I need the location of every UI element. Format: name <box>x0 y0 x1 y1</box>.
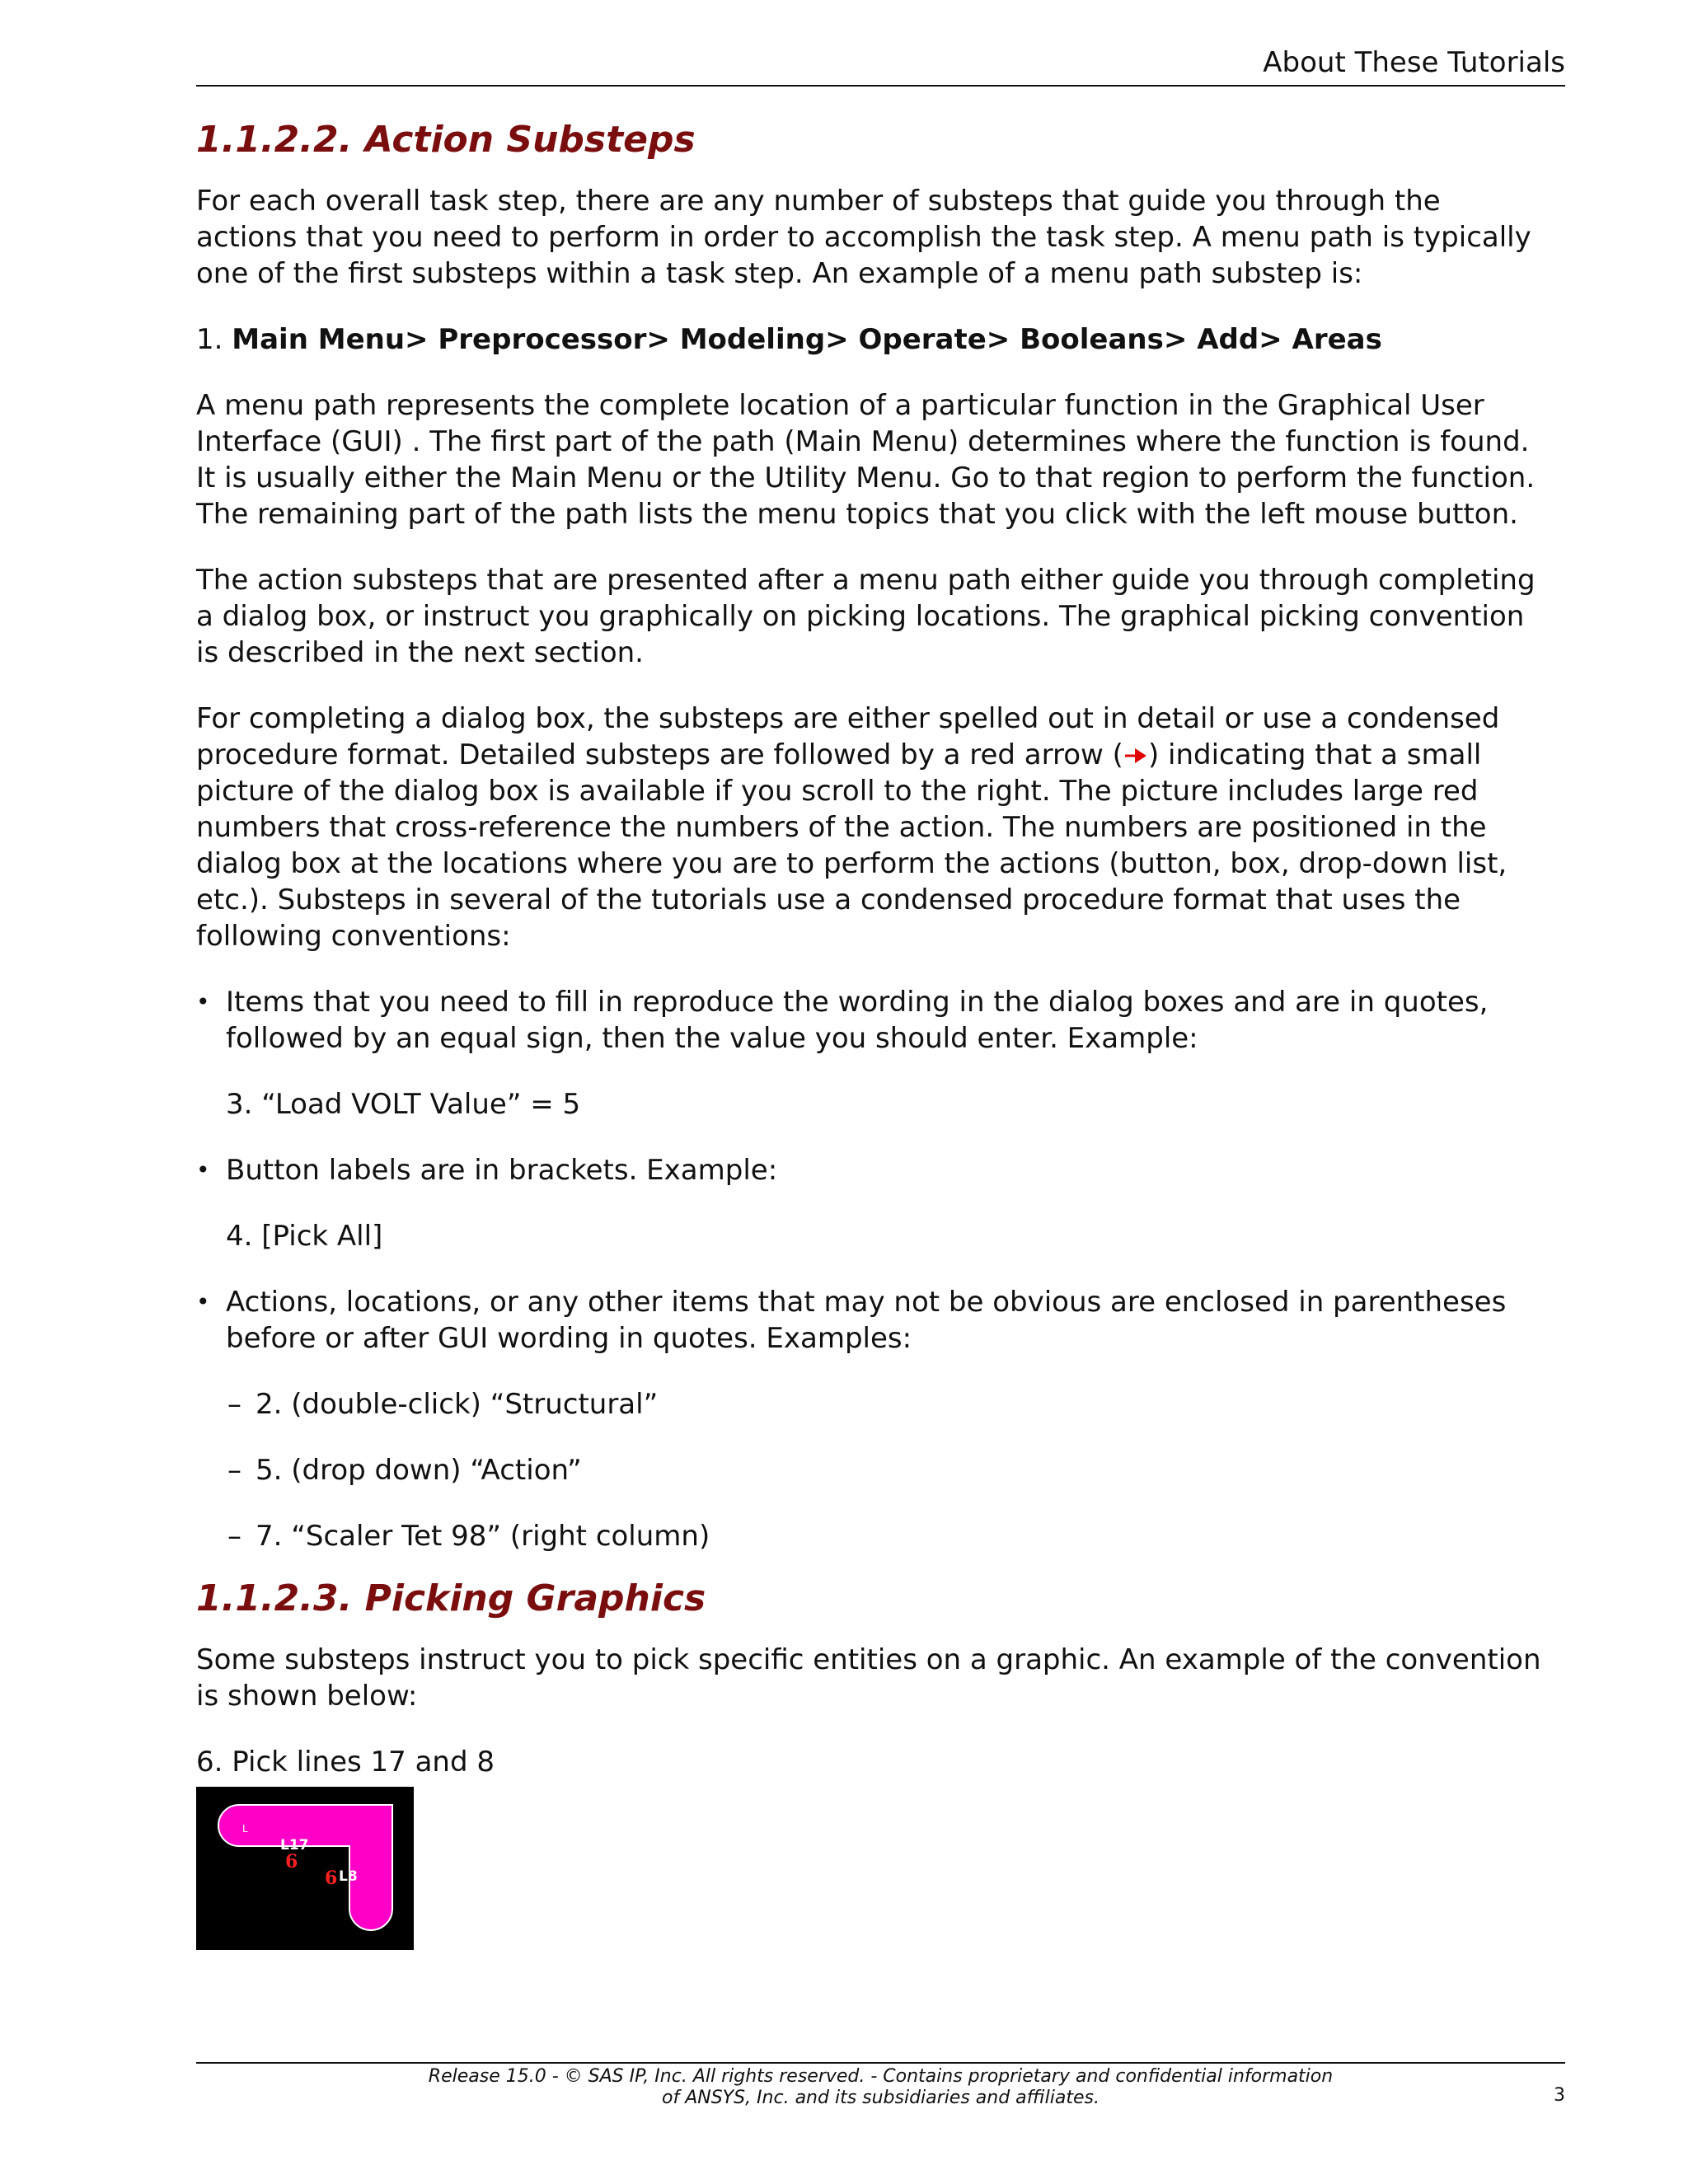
paragraph-substeps-intro: For each overall task step, there are any number of substeps that guide you through the actions that you need to perform in order to accomplish the task step. A menu path is typically one of the first substeps within a task step. An example of a menu path substep is: <box>196 185 1531 290</box>
page-content <box>196 115 1548 1950</box>
bullet-button-labels: • Button labels are in brackets. Example: <box>196 1152 1548 1188</box>
red-arrow-icon <box>1123 746 1148 766</box>
dash-item-drop-down <box>196 1452 1548 1488</box>
paragraph-menu-path: A menu path represents the complete location of a particular function in the Graphical User Interface (GUI) . The first part of the path (Main Menu) determines where the function is found. It is usually either the Main Menu or the Utility Menu. Go to that region to perform the function. The remaining part of the path lists the menu topics that you click with the left mouse button. <box>196 389 1536 531</box>
dash-item-text: 7. “Scaler Tet 98” (right column) <box>256 1520 710 1553</box>
paragraph-dialog-box-part2: ) indicating that a small picture of the dialog box is available if you scroll to the right. The picture includes large red numbers that cross-reference the numbers of the action. The numbers are positioned in the dialog box at the locations where you are to perform the actions (button, box, drop-down list, etc.). Substeps in several of the tutorials use a condensed procedure format that uses the following conventions: <box>196 738 1507 953</box>
bullet-actions-locations: • Actions, locations, or any other items that may not be obvious are enclosed in parentheses before or after GUI wording in quotes. Examples: <box>196 1284 1548 1357</box>
footer-line-2: of ANSYS, Inc. and its subsidiaries and affiliates. <box>662 2088 1100 2108</box>
dash-item-scaler-tet <box>196 1518 1548 1554</box>
menu-path: Main Menu> Preprocessor> Modeling> Operate> Booleans> Add> Areas <box>232 323 1382 356</box>
running-header: About These Tutorials <box>1263 46 1565 79</box>
line-label-l17: L17 <box>280 1837 309 1854</box>
bullet-fill-in-items: • Items that you need to fill in reproduce the wording in the dialog boxes and are in quotes, followed by an equal sign, then the value you should enter. Example: <box>196 984 1548 1057</box>
pick-number-6: 6 <box>285 1851 298 1872</box>
pick-number-6: 6 <box>325 1868 338 1889</box>
dash-item-text: 5. (drop down) “Action” <box>256 1454 582 1487</box>
footer-copyright <box>196 2066 1565 2109</box>
line-label-l8: L8 <box>339 1868 358 1885</box>
pick-step-example: 6. Pick lines 17 and 8 <box>196 1746 495 1779</box>
dash-item-double-click <box>196 1386 1548 1422</box>
section-heading-picking-graphics: 1.1.2.3. Picking Graphics <box>196 1577 706 1619</box>
page-number: 3 <box>1554 2085 1565 2106</box>
footer-rule <box>196 2062 1565 2064</box>
picking-graphic-image <box>196 1787 414 1950</box>
dash-mark: – <box>227 1454 241 1487</box>
paragraph-action-substeps: The action substeps that are presented after a menu path either guide you through completing a dialog box, or instruct you graphically on picking locations. The graphical picking convention is described in the next section. <box>196 564 1536 669</box>
dash-mark: – <box>227 1388 241 1421</box>
dash-mark: – <box>227 1520 241 1553</box>
example-pick-all: 4. [Pick All] <box>226 1220 383 1253</box>
example-load-volt: 3. “Load VOLT Value” = 5 <box>226 1088 581 1121</box>
paragraph-dialog-box <box>196 701 1548 954</box>
corner-mark: L <box>242 1823 248 1835</box>
paragraph-dialog-box-part1: For completing a dialog box, the substeps are either spelled out in detail or use a condensed procedure format. Detailed substeps are followed by a red arrow ( <box>196 702 1500 771</box>
header-rule <box>196 85 1565 87</box>
footer-line-1: Release 15.0 - © SAS IP, Inc. All rights reserved. - Contains proprietary and confidential information <box>428 2066 1334 2087</box>
menu-step-number: 1. <box>196 323 223 356</box>
menu-path-example <box>196 321 1548 358</box>
dash-item-text: 2. (double-click) “Structural” <box>256 1388 659 1421</box>
section-heading-action-substeps: 1.1.2.2. Action Substeps <box>196 119 696 161</box>
paragraph-picking-intro: Some substeps instruct you to pick specific entities on a graphic. An example of the convention is shown below: <box>196 1643 1541 1713</box>
